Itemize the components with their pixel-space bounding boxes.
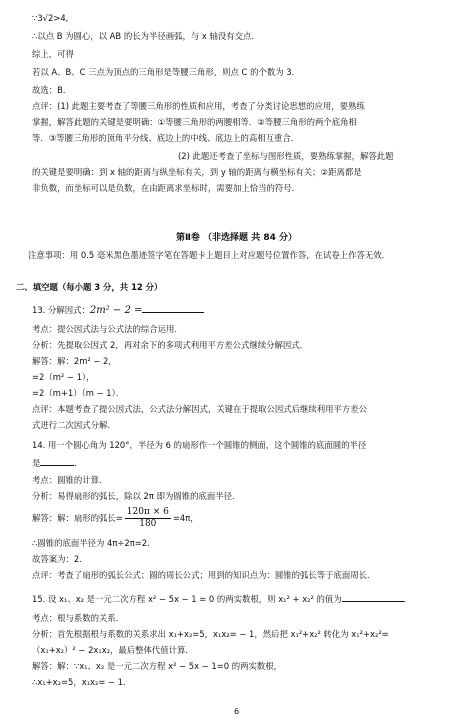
question-14-stem: 14. 用一个圆心角为 120°，半径为 6 的扇形作一个圆锥的侧面，这个圆锥的底面圆的半径: [32, 440, 367, 450]
text-line: 式进行二次因式分解．: [32, 420, 116, 430]
answer-blank: [342, 592, 404, 602]
text-line: 故答案为：2．: [32, 554, 88, 564]
text-line: 点评：(1) 此题主要考查了等腰三角形的性质和应用，考查了分类讨论思想的应用，要熟练: [32, 101, 365, 111]
text-line: ∴x₁+x₂=5，x₁x₂= − 1．: [32, 677, 132, 687]
text-line: 等．③等腰三角形的顶角平分线、底边上的中线、底边上的高相互重合．: [32, 133, 300, 143]
text-line: 分析：首先根据根与系数的关系求出 x₁+x₂=5，x₁x₂= − 1，然后把 x₁²+x₂² 转化为 x₁²+x₂²=: [32, 629, 389, 639]
text-line: 非负数，而坐标可以是负数，在由距离求坐标时，需要加上恰当的符号．: [32, 183, 300, 193]
notice-text: 注意事项：用 0.5 毫米黑色墨迹签字笔在答题卡上题目上对应题号位置作答，在试卷上作答无效．: [28, 250, 391, 260]
question-13-expr: 2m² − 2 =: [89, 305, 143, 316]
page-number: 6: [233, 707, 240, 716]
text-line: 解答：解：2m² − 2，: [32, 356, 117, 366]
text-line: 分析：先提取公因式 2，再对余下的多项式利用平方差公式继续分解因式．: [32, 340, 308, 350]
text-line: ∵3√2>4,: [32, 13, 69, 23]
part-title: 二、填空题（每小题 3 分，共 12 分）: [16, 282, 163, 292]
text-line: 分析：易得扇形的弧长，除以 2π 即为圆锥的底面半径．: [32, 491, 241, 501]
text-line: 若以 A、B、C 三点为顶点的三角形是等腰三角形，则点 C 的个数为 3．: [32, 67, 300, 77]
text-line: 解答：解：∵x₁、x₂ 是一元二次方程 x² − 5x − 1=0 的两实数根，: [32, 661, 283, 671]
text-line: 掌握，解答此题的关键是要明确：①等腰三角形的两腰相等．②等腰三角形的两个底角相: [32, 117, 357, 127]
question-13-stem: [32, 303, 204, 317]
answer-blank: [40, 456, 74, 466]
arc-length-fraction: $\frac{120\pi \times 6}{180}$: [126, 507, 169, 529]
text-line: 的关键是要明确：到 x 轴的距离与纵坐标有关，到 y 轴的距离与横坐标有关；②距离都是: [32, 167, 362, 177]
question-13-label: 13. 分解因式：: [32, 305, 90, 315]
question-14-solution: 解答：解：扇形的弧长= $\frac{120\pi \times 6}{180}$ =4π，: [32, 507, 199, 529]
text-line: 点评：本题考查了提公因式法，公式法分解因式，关键在于提取公因式后继续利用平方差公: [32, 404, 367, 414]
text-line: ∴圆锥的底面半径为 4π÷2π=2．: [32, 538, 156, 548]
text-line: 故选：B．: [32, 85, 72, 95]
text-line: 考点：提公因式法与公式法的综合运用．: [32, 324, 183, 334]
section-heading: 第Ⅱ卷 （非选择题 共 84 分）: [176, 233, 297, 243]
text-line: =2（m² − 1），: [32, 372, 95, 382]
text-line: =2（m+1）（m − 1）．: [32, 388, 125, 398]
question-15-stem: 15. 设 x₁、x₂ 是一元二次方程 x² − 5x − 1 = 0 的两实数根，则 x₁² + x₂² 的值为 ．: [32, 594, 413, 604]
text-line: 考点：圆锥的计算．: [32, 475, 108, 485]
text-line: 点评：考查了扇形的弧长公式；圆的周长公式；用到的知识点为：圆锥的弧长等于底面周长．: [32, 570, 376, 580]
answer-blank: [142, 303, 204, 313]
question-14-stem-2: 是 ．: [32, 458, 83, 468]
text-line: ∴以点 B 为圆心，以 AB 的长为半径画弧，与 x 轴没有交点．: [32, 31, 260, 41]
text-line: (2) 此题还考查了坐标与图形性质，要熟练掌握，解答此题: [178, 151, 394, 161]
text-line: 综上，可得: [32, 49, 74, 59]
text-line: （x₁+x₂）² − 2x₁x₂，最后整体代值计算．: [32, 645, 194, 655]
text-line: 考点：根与系数的关系．: [32, 613, 125, 623]
